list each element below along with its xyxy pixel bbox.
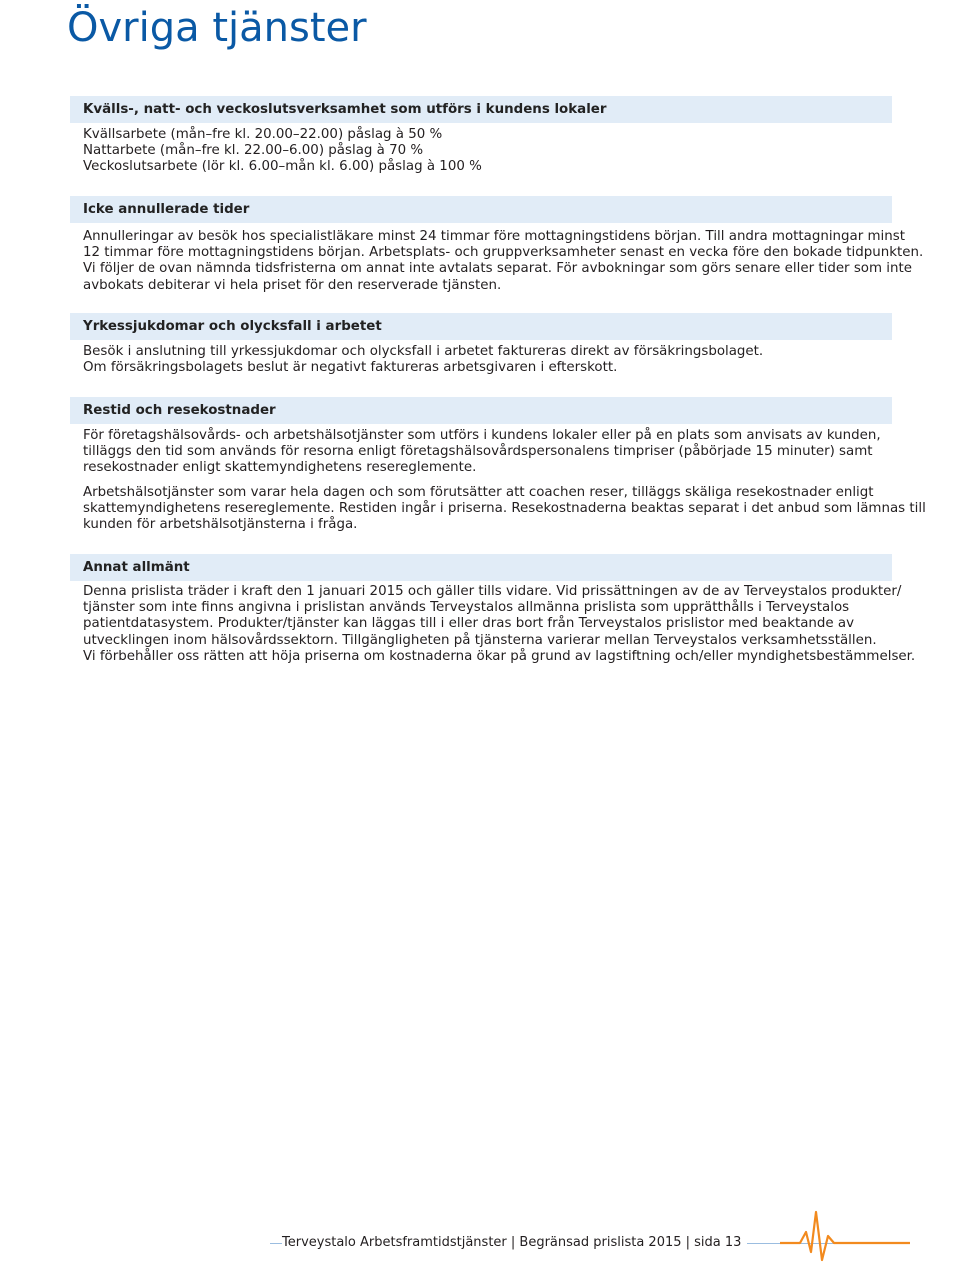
section-paragraph <box>70 484 926 534</box>
text-line: skattemyndighetens resereglemente. Restiden ingår i priserna. Resekostnaderna beaktas separat i det anbud som lämnas till <box>83 500 926 516</box>
heartbeat-pulse-icon <box>780 1208 910 1264</box>
text-line: Om försäkringsbolagets beslut är negativt faktureras arbetsgivaren i efterskott. <box>83 360 618 376</box>
section-paragraph <box>70 584 916 665</box>
text-line: avbokats debiterar vi hela priset för den reserverade tjänsten. <box>83 277 502 293</box>
text-line: Veckoslutsarbete (lör kl. 6.00–mån kl. 6.00) påslag à 100 % <box>83 159 482 175</box>
text-line: Nattarbete (mån–fre kl. 22.00–6.00) påslag à 70 % <box>83 143 424 159</box>
section-heading: Kvälls-, natt- och veckoslutsverksamhet som utförs i kundens lokaler <box>70 96 892 123</box>
section-heading: Annat allmänt <box>70 554 892 581</box>
text-line: Denna prislista träder i kraft den 1 januari 2015 och gäller tills vidare. Vid prissättningen av de av Terveystalos produkter/ <box>83 584 902 599</box>
text-line: 12 timmar före mottagningstidens början. Arbetsplats- och gruppverksamheter senast en vecka före den bokade tidpunkten. <box>83 245 924 261</box>
section-paragraph <box>70 428 892 477</box>
section-general <box>70 554 916 665</box>
text-line: Besök i anslutning till yrkessjukdomar och olycksfall i arbetet faktureras direkt av försäkringsbolaget. <box>83 344 764 359</box>
text-line: patientdatasystem. Produkter/tjänster kan läggas till i eller dras bort från Terveystalos prislistor med beaktande av <box>83 616 855 632</box>
text-line: tilläggs den tid som används för resorna enligt företagshälsovårdspersonalens timpriser (påbörjade 15 minuter) samt <box>83 444 873 460</box>
section-paragraph <box>70 229 924 294</box>
section-heading: Yrkessjukdomar och olycksfall i arbetet <box>70 313 892 340</box>
page-title: Övriga tjänster <box>67 5 367 51</box>
section-heading: Icke annullerade tider <box>70 196 892 223</box>
text-line: resekostnader enligt skattemyndighetens resereglemente. <box>83 460 477 476</box>
text-line: kunden för arbetshälsotjänsterna i fråga. <box>83 517 358 533</box>
section-paragraph <box>70 344 892 376</box>
text-line: utvecklingen inom hälsovårdssektorn. Tillgängligheten på tjänsterna varierar mellan Terveystalos verksamhetsställen. <box>83 632 877 648</box>
text-line: Vi förbehåller oss rätten att höja priserna om kostnaderna ökar på grund av lagstiftning och/eller myndighetsbestämmelser. <box>83 648 916 664</box>
text-line: Arbetshälsotjänster som varar hela dagen och som förutsätter att coachen reser, tilläggs skäliga resekostnader enligt <box>83 484 874 500</box>
footer-text: Terveystalo Arbetsframtidstjänster | Begränsad prislista 2015 | sida 13 <box>282 1235 747 1250</box>
section-evening-night-weekend <box>70 96 892 176</box>
section-paragraph <box>70 127 892 176</box>
section-occupational-diseases <box>70 313 892 376</box>
text-line: Annulleringar av besök hos specialistläkare minst 24 timmar före mottagningstidens början. Till andra mottagningar minst <box>83 229 905 244</box>
text-line: Kvällsarbete (mån–fre kl. 20.00–22.00) påslag à 50 % <box>83 127 443 142</box>
section-non-cancelled-times <box>70 196 924 294</box>
text-line: tjänster som inte finns angivna i prislistan används Terveystalos allmänna prislista som upprätthålls i Terveystalos <box>83 600 850 616</box>
text-line: För företagshälsovårds- och arbetshälsotjänster som utförs i kundens lokaler eller på en plats som anvisats av kunden, <box>83 428 881 443</box>
section-heading: Restid och resekostnader <box>70 397 892 424</box>
section-travel-time-and-costs <box>70 397 926 533</box>
text-line: Vi följer de ovan nämnda tidsfristerna om annat inte avtalats separat. För avbokningar som görs senare eller tider som inte <box>83 261 912 277</box>
